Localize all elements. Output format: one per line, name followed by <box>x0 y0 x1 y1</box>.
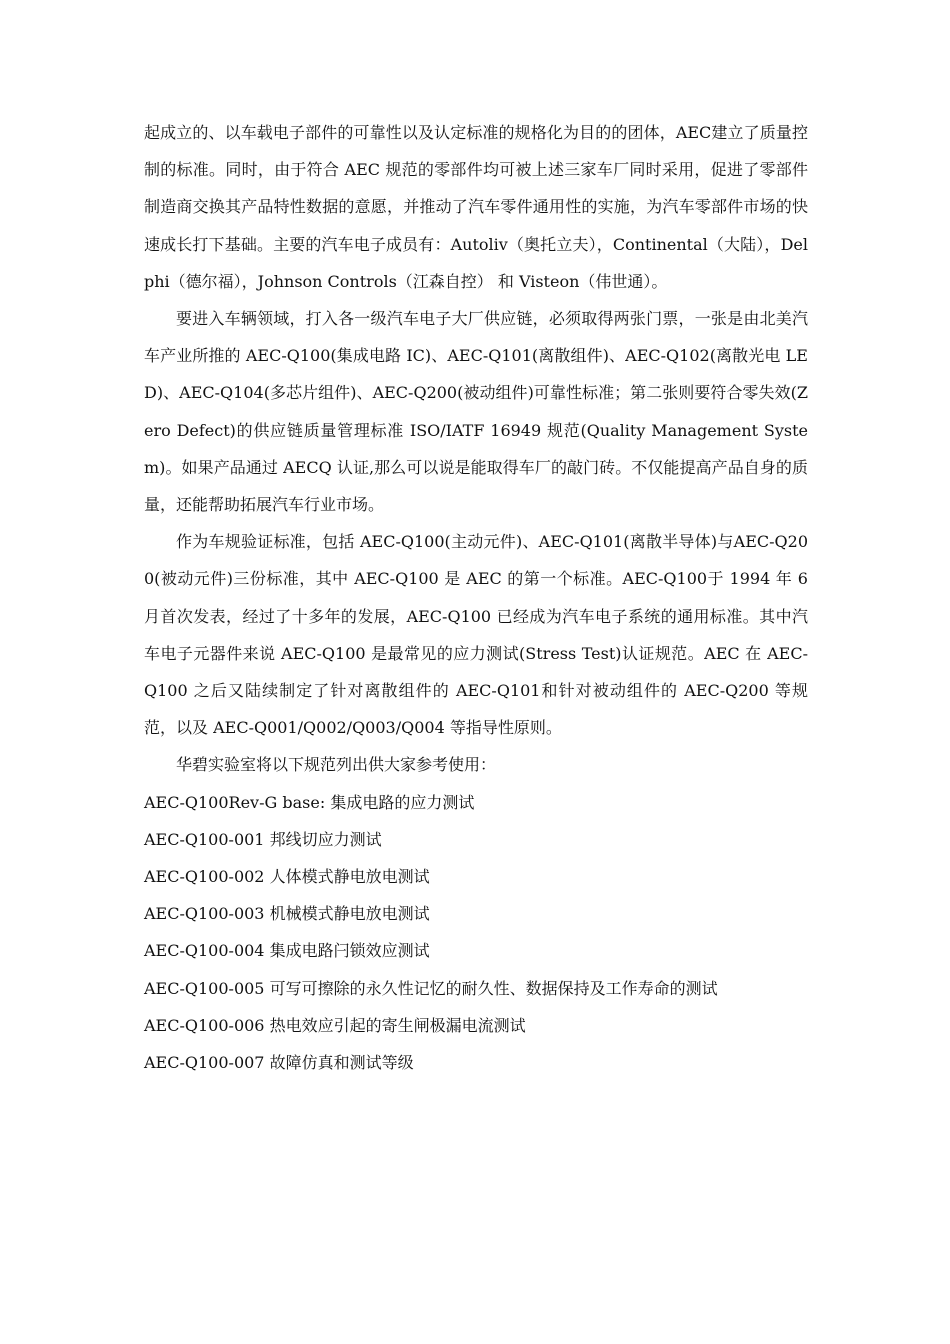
spec-description: 故障仿真和测试等级 <box>269 1053 414 1073</box>
spec-code: AEC-Q100-004 <box>144 941 265 961</box>
spec-code: AEC-Q100-005 <box>144 978 265 998</box>
spec-list <box>144 784 808 1082</box>
list-item <box>144 970 808 1007</box>
spec-code: AEC-Q100-001 <box>144 829 265 849</box>
spec-description: 可写可擦除的永久性记忆的耐久性、数据保持及工作寿命的测试 <box>269 978 718 998</box>
spec-description: 集成电路闩锁效应测试 <box>269 941 430 961</box>
spec-description: 人体模式静电放电测试 <box>269 867 430 887</box>
list-item <box>144 1007 808 1044</box>
spec-code: AEC-Q100-007 <box>144 1053 265 1073</box>
spec-code: AEC-Q100-006 <box>144 1015 265 1035</box>
spec-description: 机械模式静电放电测试 <box>269 904 430 924</box>
document-body <box>144 114 808 1081</box>
paragraph-standards: 作为车规验证标准，包括 AEC-Q100(主动元件)、AEC-Q101(离散半导体)与AEC-Q200(被动元件)三份标准，其中 AEC-Q100 是 AEC 的第一个标准。AEC-Q100于 1994 年 6 月首次发表，经过了十多年的发展，AEC-Q100 已经成为汽车电子系统的通用标准。其中汽车电子元器件来说 AEC-Q100 是最常见的应力测试(Stress Test)认证规范。AEC 在 AEC-Q100 之后又陆续制定了针对离散组件的 AEC-Q101和针对被动组件的 AEC-Q200 等规范，以及 AEC-Q001/Q002/Q003/Q004 等指导性原则。 <box>144 532 808 738</box>
paragraph-supply-chain: 要进入车辆领域，打入各一级汽车电子大厂供应链，必须取得两张门票，一张是由北美汽车产业所推的 AEC-Q100(集成电路 IC)、AEC-Q101(离散组件)、AEC-Q102(离散光电 LED)、AEC-Q104(多芯片组件)、AEC-Q200(被动组件)可靠性标准；第二张则要符合零失效(Zero Defect)的供应链质量管理标准 ISO/IATF 16949 规范(Quality Management System)。如果产品通过 AECQ 认证,那么可以说是能取得车厂的敲门砖。不仅能提高产品自身的质量，还能帮助拓展汽车行业市场。 <box>144 309 808 515</box>
spec-code: AEC-Q100-002 <box>144 867 265 887</box>
spec-description: 邦线切应力测试 <box>269 829 382 849</box>
list-item <box>144 932 808 969</box>
list-item <box>144 895 808 932</box>
list-item <box>144 821 808 858</box>
paragraph-aec-intro: 起成立的、以车载电子部件的可靠性以及认定标准的规格化为目的的团体，AEC建立了质量控制的标准。同时，由于符合 AEC 规范的零部件均可被上述三家车厂同时采用，促进了零部件制造商交换其产品特性数据的意愿，并推动了汽车零件通用性的实施，为汽车零部件市场的快速成长打下基础。主要的汽车电子成员有：Autoliv（奥托立夫），Continental（大陆），Delphi（德尔福），Johnson Controls（江森自控） 和 Visteon（伟世通）。 <box>144 123 808 291</box>
spec-code: AEC-Q100Rev-G base: <box>144 792 326 812</box>
list-item <box>144 784 808 821</box>
paragraph-list-intro: 华碧实验室将以下规范列出供大家参考使用： <box>176 755 497 775</box>
spec-description: 集成电路的应力测试 <box>330 792 475 812</box>
spec-description: 热电效应引起的寄生闸极漏电流测试 <box>269 1015 526 1035</box>
spec-code: AEC-Q100-003 <box>144 904 265 924</box>
list-item <box>144 858 808 895</box>
list-item <box>144 1044 808 1081</box>
